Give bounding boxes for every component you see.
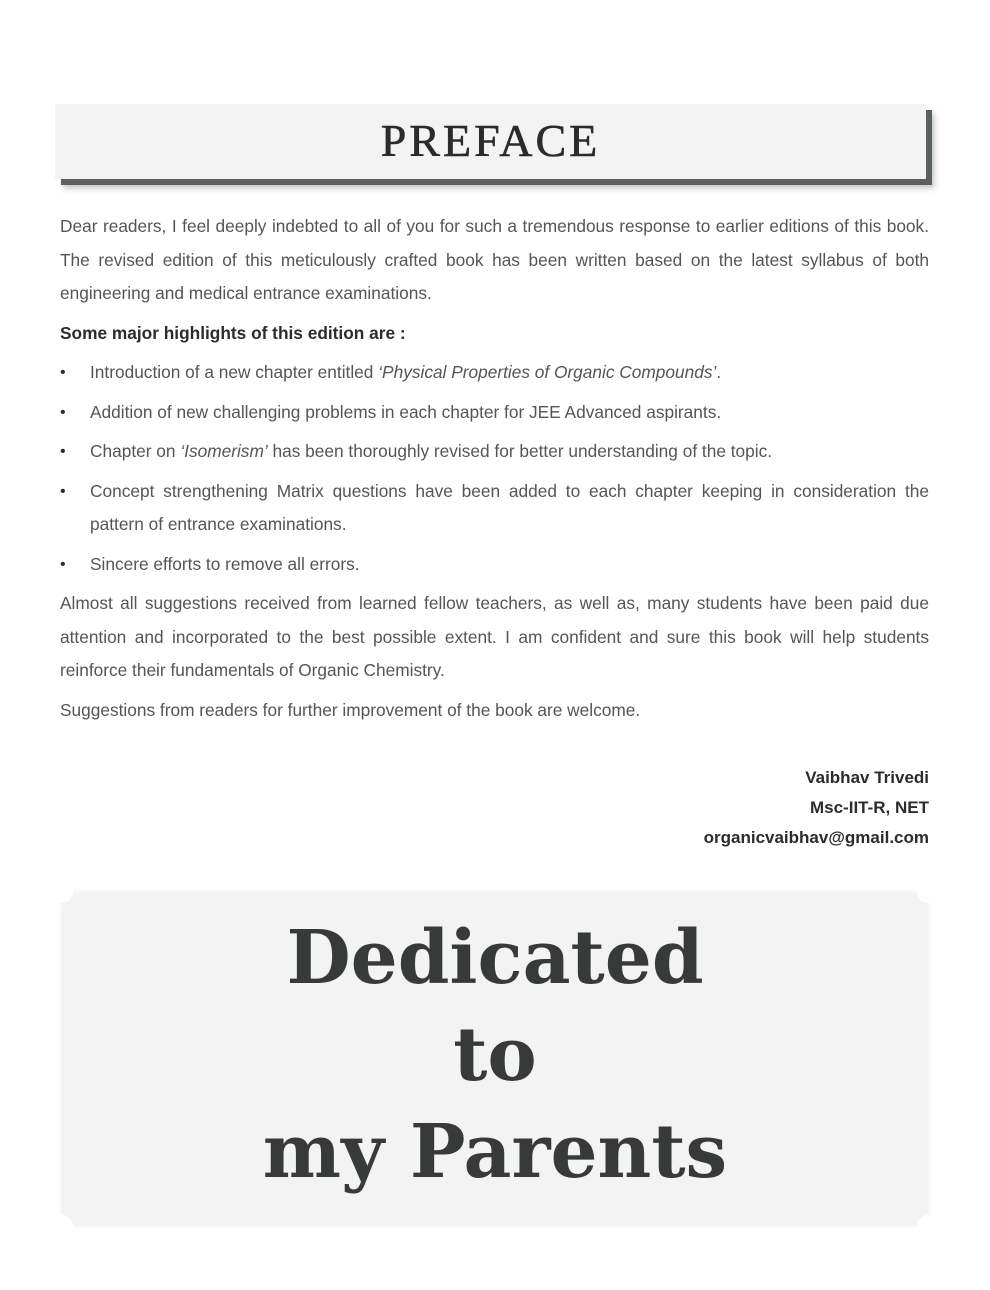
page-title: PREFACE bbox=[380, 115, 601, 166]
intro-paragraph: Dear readers, I feel deeply indebted to all of you for such a tremendous response to earlier editions of this book. The revised edition of this meticulously crafted book has been written based on the latest syllabus of both engineering and medical entrance examinations. bbox=[60, 216, 929, 303]
corner-notch bbox=[917, 1215, 939, 1237]
author-name: Vaibhav Trivedi bbox=[805, 768, 929, 787]
list-item-italic: ‘Physical Properties of Organic Compounds’ bbox=[378, 362, 717, 382]
list-item-text: Chapter on bbox=[90, 441, 181, 461]
dedication-text bbox=[62, 910, 928, 1201]
list-item-text: Concept strengthening Matrix questions have been added to each chapter keeping in consideration the pattern of entrance examinations. bbox=[90, 480, 929, 534]
highlights-list bbox=[60, 356, 929, 581]
list-item-italic: ‘Isomerism’ bbox=[180, 441, 268, 461]
list-item bbox=[60, 396, 929, 430]
corner-notch bbox=[917, 881, 939, 903]
corner-notch bbox=[51, 1215, 73, 1237]
corner-notch bbox=[51, 881, 73, 903]
author-email: organicvaibhav@gmail.com bbox=[703, 828, 929, 847]
suggestions-paragraph: Suggestions from readers for further improvement of the book are welcome. bbox=[60, 699, 641, 720]
bullet-icon: • bbox=[60, 364, 66, 381]
list-item bbox=[60, 548, 929, 582]
list-item bbox=[60, 435, 929, 469]
dedication-line-2: to bbox=[453, 1012, 537, 1098]
list-item-text: Addition of new challenging problems in each chapter for JEE Advanced aspirants. bbox=[90, 401, 722, 422]
list-item-text: Introduction of a new chapter entitled bbox=[90, 362, 379, 382]
closing-paragraph: Almost all suggestions received from learned fellow teachers, as well as, many students have been paid due attention and incorporated to the best possible extent. I am confident and sure this book will help students reinforce their fundamentals of Organic Chemistry. bbox=[60, 593, 929, 680]
dedication-line-3: my Parents bbox=[262, 1109, 728, 1195]
list-item-text-end: . bbox=[716, 362, 722, 382]
preface-banner bbox=[55, 104, 926, 179]
dedication-line-1: Dedicated bbox=[286, 915, 704, 1001]
dedication-box bbox=[62, 892, 928, 1226]
list-item-text-end: has been thoroughly revised for better understanding of the topic. bbox=[267, 441, 773, 461]
bullet-icon: • bbox=[60, 443, 66, 460]
bullet-icon: • bbox=[60, 555, 66, 573]
bullet-icon: • bbox=[60, 403, 66, 421]
list-item bbox=[60, 356, 929, 390]
highlights-heading: Some major highlights of this edition are : bbox=[60, 322, 406, 343]
list-item-text: Sincere efforts to remove all errors. bbox=[90, 553, 360, 574]
preface-body bbox=[60, 210, 929, 733]
author-qualification: Msc-IIT-R, NET bbox=[809, 798, 929, 817]
list-item bbox=[60, 475, 929, 542]
bullet-icon: • bbox=[60, 482, 66, 500]
signature-block bbox=[704, 763, 929, 853]
